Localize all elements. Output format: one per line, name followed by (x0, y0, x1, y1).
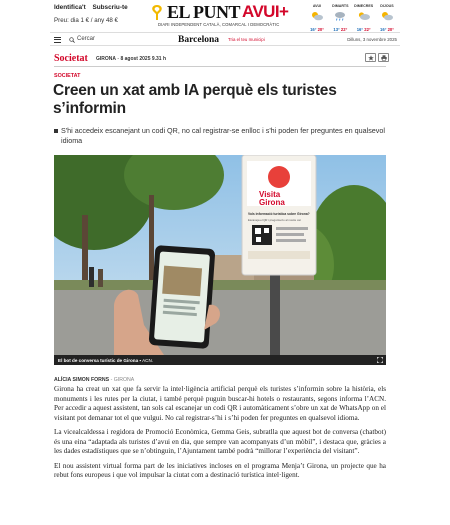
cloudy-icon (357, 11, 371, 21)
nav-bar (50, 32, 400, 46)
photo-illustration (54, 155, 386, 355)
subscribe-link[interactable]: Subscriu-te (92, 4, 128, 11)
weather-max: 20° (387, 27, 394, 32)
weather-max: 20° (317, 27, 324, 32)
weather-min: 16° (356, 27, 364, 32)
sign-brand-line1: Visita (259, 190, 281, 199)
caption-text: El bot de conversa turístic de Girona (58, 357, 139, 363)
hamburger-menu-icon[interactable] (54, 37, 61, 43)
star-icon (368, 55, 374, 61)
city-selector[interactable]: Barcelona (178, 34, 219, 45)
partly-cloudy-icon (310, 11, 324, 21)
weather-min: 16° (310, 27, 317, 32)
partly-cloudy-icon (380, 11, 394, 21)
current-date: Dilluns, 3 novembre 2025 (347, 37, 397, 42)
print-icon (381, 55, 387, 61)
sign-instructions: Escaneja el QR i pregunta-ho al nostre xat (248, 218, 301, 222)
sign-question: Vols informació turística sobre Girona? (248, 212, 310, 216)
article-location: GIRONA (96, 55, 116, 62)
weather-day-label: DIMECRES (354, 4, 374, 8)
body-paragraph: La vicealcaldessa i regidora de Promoció Econòmica, Gemma Geis, subratlla que aquest bot de conversa (chatbot) és una eina “adaptada als turistes d’avui en dia, que sempre van acompanyats d’un mòbil”, i destaca que, gràcies a les dades estadístiques que se n’obtinguin, l’Ajuntament també podrà “millorar l’experiència del visitant”. (54, 428, 386, 455)
article-title: Creen un xat amb IA perquè els turistes s’informin (53, 82, 337, 117)
print-button[interactable] (378, 53, 389, 62)
weather-day (353, 4, 375, 30)
section-header (54, 53, 386, 67)
choose-municipality-link[interactable]: Tria el teu municipi (228, 37, 265, 42)
logo-tagline: DIARI INDEPENDENT CATALÀ, COMARCAL I DEMOCRÀTIC (158, 22, 280, 27)
identify-link[interactable]: Identifica't (54, 4, 86, 11)
rain-icon (333, 11, 347, 21)
site-logo[interactable] (150, 3, 300, 29)
section-name[interactable]: Societat (54, 53, 88, 64)
weather-day-label: DIMARTS (332, 4, 349, 8)
account-links (54, 4, 133, 11)
body-paragraph: El nou assistent virtual forma part de les iniciatives incloses en el programa Menja’t Girona, un projecte que ha rebut fons europeus i que vol impulsar la ciutat com a destinació turística intel·ligent. (54, 461, 386, 479)
article-lead: S'hi accedeix escanejant un codi QR, no cal registrar-se enlloc i s'hi poden fer preguntes en qualsevol idioma (54, 126, 389, 145)
search-icon[interactable] (69, 37, 75, 43)
weather-min: 13° (333, 27, 340, 32)
search-label[interactable]: Cercar (77, 36, 96, 42)
weather-day (306, 4, 328, 30)
weather-min: 16° (380, 27, 387, 32)
sign-brand-line2: Girona (259, 198, 285, 207)
article-datetime: 8 agost 2025 9.31 h (120, 55, 167, 62)
article-body (54, 385, 386, 486)
article-kicker: SOCIETAT (54, 73, 81, 79)
expand-icon[interactable] (377, 357, 383, 363)
weather-day (376, 4, 398, 30)
weather-max: 22° (364, 27, 371, 32)
weather-day-label: DIJOUS (380, 4, 394, 8)
weather-day-label: AVUI (312, 4, 322, 8)
price-info: Preu: dia 1 € / any 48 € (54, 17, 118, 24)
byline: ALÍCIA SIMON FORNS - GIRONA (54, 377, 135, 383)
logo-mark-icon (150, 4, 164, 21)
weather-forecast[interactable] (306, 4, 398, 30)
weather-day (329, 4, 351, 30)
author-name[interactable]: ALÍCIA SIMON FORNS (54, 377, 110, 383)
logo-avui: AVUI+ (242, 2, 289, 21)
save-button[interactable] (365, 53, 376, 62)
weather-max: 22° (340, 27, 348, 32)
top-bar (0, 0, 450, 32)
logo-text: EL PUNT (167, 2, 241, 22)
article-photo[interactable] (54, 155, 386, 355)
photo-caption: El bot de conversa turístic de Girona ▪ ACN. (54, 355, 386, 365)
author-location: GIRONA (113, 377, 135, 383)
article-meta: GIRONA - 8 agost 2025 9.31 h (96, 55, 167, 62)
body-paragraph: Girona ha creat un xat que fa servir la intel·ligència artificial perquè els turistes s’informin sobre la història, els monuments i les rutes per la ciutat, i també perquè puguin buscar-hi hotels o restaurants, segons informa l’ACN. Per accedir a aquest assistent, tan sols cal escanejar un codi QR i automàticament s’obre un xat de WhatsApp on el visitant pot demanar tot el que vulgui. No cal registrar-s’hi i s’hi poden fer preguntes en qualsevol idioma. (54, 385, 386, 422)
caption-credit: ACN. (142, 357, 154, 363)
